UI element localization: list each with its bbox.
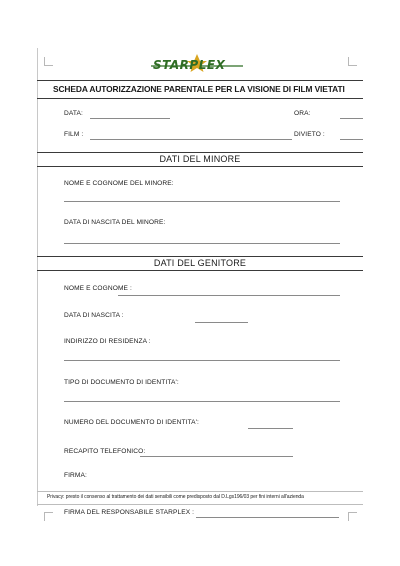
logo [145, 52, 249, 78]
responsible-signature-label: FIRMA DEL RESPONSABILE STARPLEX : [64, 509, 195, 516]
parent-doc-number-label: NUMERO DEL DOCUMENTO DI IDENTITA': [64, 419, 199, 426]
data-label: DATA: [64, 110, 83, 117]
minor-section-bottom-rule [37, 166, 363, 167]
divieto-field[interactable] [340, 139, 363, 140]
logo-text: STARPLEX [153, 58, 226, 72]
parent-birth-label: DATA DI NASCITA : [64, 312, 124, 319]
privacy-top-rule [37, 491, 363, 492]
privacy-bottom-rule [37, 504, 363, 505]
parent-phone-label: RECAPITO TELEFONICO: [64, 448, 146, 455]
ora-label: ORA: [294, 110, 311, 117]
parent-signature-label: FIRMA: [64, 472, 87, 479]
parent-address-label: INDIRIZZO DI RESIDENZA : [64, 338, 151, 345]
title-top-rule [37, 80, 363, 81]
page-left-border [37, 48, 38, 506]
parent-doc-type-label: TIPO DI DOCUMENTO DI IDENTITA': [64, 379, 179, 386]
parent-section-title: DATI DEL GENITORE [153, 258, 247, 268]
divieto-label: DIVIETO : [294, 131, 325, 138]
parent-doc-number-field[interactable] [248, 428, 293, 429]
crop-mark-top-right [348, 57, 357, 66]
minor-name-label: NOME E COGNOME DEL MINORE: [64, 180, 174, 187]
film-field[interactable] [90, 139, 292, 140]
crop-mark-bottom-right [348, 512, 357, 521]
parent-phone-field[interactable] [140, 456, 293, 457]
parent-doc-type-field[interactable] [64, 401, 340, 402]
minor-section-title: DATI DEL MINORE [159, 154, 241, 164]
parent-section-top-rule [37, 256, 363, 257]
privacy-notice: Privacy: presto il consenso al trattamento dei dati sensibili come predisposto dal D.Lgs196/03 per fini interni all'azienda [47, 494, 304, 500]
form-title: SCHEDA AUTORIZZAZIONE PARENTALE PER LA VISIONE DI FILM VIETATI [53, 84, 345, 94]
parent-birth-field[interactable] [195, 322, 248, 323]
parent-name-label: NOME E COGNOME : [64, 285, 132, 292]
crop-mark-top-left [44, 57, 53, 66]
minor-section-top-rule [37, 152, 363, 153]
minor-birth-label: DATA DI NASCITA DEL MINORE: [64, 219, 166, 226]
data-field[interactable] [90, 118, 170, 119]
film-label: FILM : [64, 131, 84, 138]
minor-birth-field[interactable] [64, 243, 340, 244]
responsible-signature-field[interactable] [196, 517, 339, 518]
parent-name-field[interactable] [118, 295, 340, 296]
parent-section-bottom-rule [37, 270, 363, 271]
title-bottom-rule [37, 98, 363, 99]
minor-name-field[interactable] [64, 201, 340, 202]
crop-mark-bottom-left [44, 512, 53, 521]
ora-field[interactable] [340, 118, 363, 119]
parent-address-field[interactable] [64, 360, 340, 361]
